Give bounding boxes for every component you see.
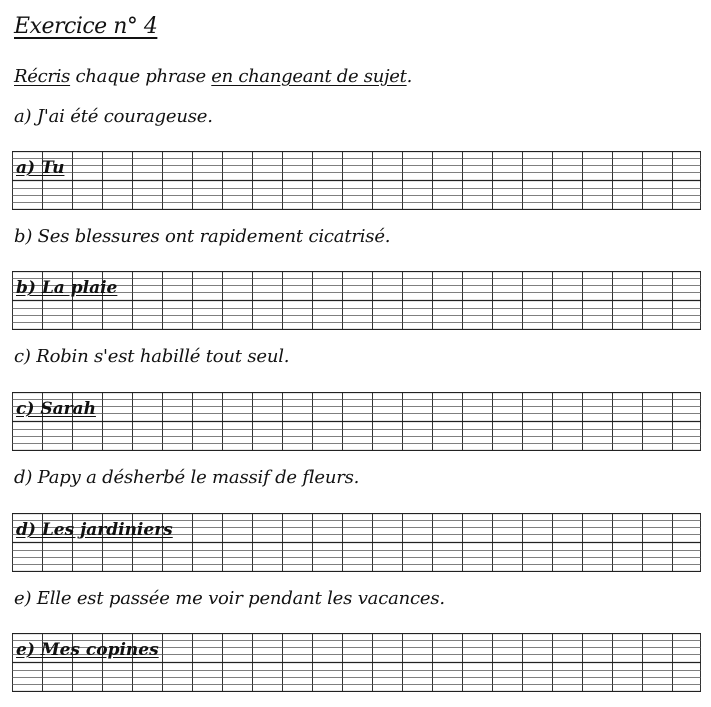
answer-c: c) Sarah [16,399,96,419]
instruction-verb: Récris [14,66,71,87]
seyes-lines [12,392,701,451]
writing-grid-a[interactable] [12,151,701,210]
sentence-a: a) J'ai été courageuse. [14,106,213,127]
instruction [14,66,412,87]
answer-a: a) Tu [16,158,65,178]
sentence-c: c) Robin s'est habillé tout seul. [14,346,290,367]
answer-e: e) Mes copines [16,640,159,660]
sentence-b: b) Ses blessures ont rapidement cicatrisé. [14,226,391,247]
exercise-title: Exercice n° 4 [14,14,158,39]
writing-grid-c[interactable] [12,392,701,451]
writing-grid-e[interactable] [12,633,701,692]
instruction-underlined: en changeant de sujet [211,66,407,87]
sentence-e: e) Elle est passée me voir pendant les vacances. [14,588,445,609]
seyes-lines [12,151,701,210]
writing-grid-d[interactable] [12,513,701,572]
answer-b: b) La plaie [16,278,118,298]
writing-grid-b[interactable] [12,271,701,330]
instruction-end: . [406,66,413,87]
sentence-d: d) Papy a désherbé le massif de fleurs. [14,467,360,488]
instruction-middle: chaque phrase [70,66,212,87]
answer-d: d) Les jardiniers [16,520,173,540]
